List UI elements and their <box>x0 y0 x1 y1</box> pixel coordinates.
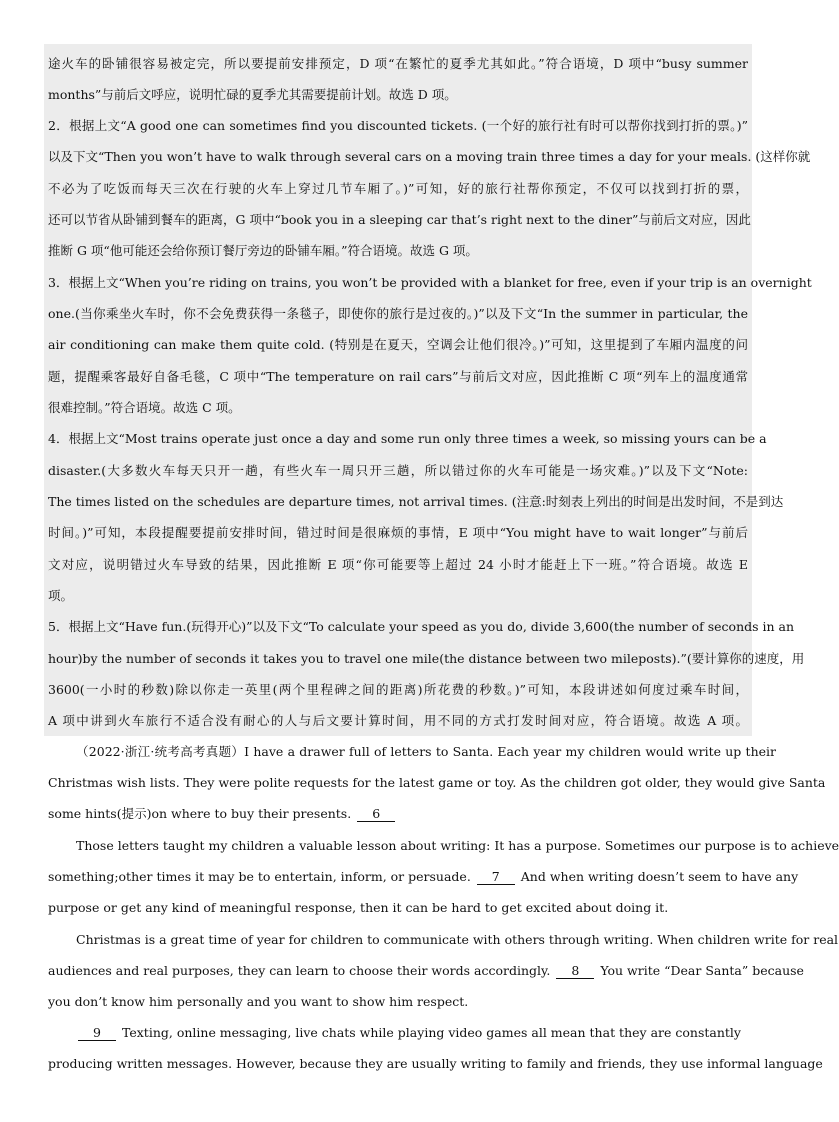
passage-line <box>48 805 748 823</box>
passage-line: producing written messages. However, because they are usually writing to family and friends, they use informal language <box>48 1056 823 1071</box>
explanation-line: The times listed on the schedules are departure times, not arrival times. (注意:时刻表上列出的时间是出发时间，不是到达 <box>48 494 784 509</box>
explanation-line: 项。 <box>48 588 74 603</box>
explanation-line: 时间。)”可知，本段提醒要提前安排时间，错过时间是很麻烦的事情，E 项中“You might have to wait longer”与前后 <box>48 525 748 540</box>
explanation-line: one.(当你乘坐火车时，你不会免费获得一条毯子，即使你的旅行是过夜的。)”以及下文“In the summer in particular, the <box>48 306 748 321</box>
passage-text: audiences and real purposes, they can learn to choose their words accordingly. <box>48 963 551 978</box>
passage-line <box>48 962 804 980</box>
explanation-line: 不必为了吃饭而每天三次在行驶的火车上穿过几节车厢了。)”可知，好的旅行社帮你预定，不仅可以找到打折的票， <box>48 181 748 196</box>
explanation-line: 4．根据上文“Most trains operate just once a day and some run only three times a week, so missing yours can be a <box>48 431 767 446</box>
explanation-box <box>44 44 812 736</box>
passage-text: And when writing doesn’t seem to have any <box>520 869 799 884</box>
explanation-line: 2．根据上文“A good one can sometimes find you discounted tickets. (一个好的旅行社有时可以帮你找到打折的票。)” <box>48 118 748 133</box>
explanation-line: months”与前后文呼应，说明忙碌的夏季尤其需要提前计划。故选 D 项。 <box>48 87 457 102</box>
passage-line: you don’t know him personally and you want to show him respect. <box>48 994 469 1009</box>
blank-8: 8 <box>556 964 594 979</box>
explanation-line: A 项中讲到火车旅行不适合没有耐心的人与后文要计算时间，用不同的方式打发时间对应，符合语境。故选 A 项。 <box>48 713 748 728</box>
passage-line <box>48 1024 776 1042</box>
passage-line <box>48 868 799 886</box>
explanation-line: 还可以节省从卧铺到餐车的距离，G 项中“book you in a sleeping car that’s right next to the diner”与前后文对应，因此 <box>48 212 751 227</box>
explanation-line: 3．根据上文“When you’re riding on trains, you won’t be provided with a blanket for free, even if your trip is an overnight <box>48 275 812 290</box>
passage-line: Christmas wish lists. They were polite requests for the latest game or toy. As the children got older, they would give Santa <box>48 775 826 790</box>
blank-9: 9 <box>78 1026 116 1041</box>
passage-line: （2022·浙江·统考高考真题）I have a drawer full of letters to Santa. Each year my children would write up their <box>76 744 776 759</box>
passage-text: You write “Dear Santa” because <box>600 963 804 978</box>
passage-line: Those letters taught my children a valuable lesson about writing: It has a purpose. Sometimes our purpose is to achieve <box>76 838 839 853</box>
blank-7: 7 <box>477 870 515 885</box>
explanation-line: 很难控制。”符合语境。故选 C 项。 <box>48 400 241 415</box>
explanation-line: disaster.(大多数火车每天只开一趟，有些火车一周只开三趟，所以错过你的火车可能是一场灾难。)”以及下文“Note: <box>48 463 748 478</box>
explanation-line: 题，提醒乘客最好自备毛毯，C 项中“The temperature on rail cars”与前后文对应，因此推断 C 项“列车上的温度通常 <box>48 369 748 384</box>
passage-text: something;other times it may be to entertain, inform, or persuade. <box>48 869 471 884</box>
explanation-line: hour)by the number of seconds it takes you to travel one mile(the distance between two mileposts).”(要计算你的速度，用 <box>48 651 805 666</box>
explanation-line: 5．根据上文“Have fun.(玩得开心)”以及下文“To calculate your speed as you do, divide 3,600(the number of seconds in an <box>48 619 795 634</box>
explanation-line: 3600(一小时的秒数)除以你走一英里(两个里程碑之间的距离)所花费的秒数。)”可知，本段讲述如何度过乘车时间， <box>48 682 748 697</box>
explanation-line: 文对应，说明错过火车导致的结果，因此推断 E 项“你可能要等上超过 24 小时才能赶上下一班。”符合语境。故选 E <box>48 557 748 572</box>
passage-text: Texting, online messaging, live chats while playing video games all mean that they are constantly <box>121 1025 741 1040</box>
blank-6: 6 <box>357 807 395 822</box>
explanation-line: 途火车的卧铺很容易被定完，所以要提前安排预定，D 项“在繁忙的夏季尤其如此。”符合语境，D 项中“busy summer <box>48 56 748 71</box>
explanation-line: 以及下文“Then you won’t have to walk through several cars on a moving train three times a day for your meals. (这样你就 <box>48 149 811 164</box>
passage-line: Christmas is a great time of year for children to communicate with others through writing. When children write for real <box>76 932 839 947</box>
explanation-line: 推断 G 项“他可能还会给你预订餐厅旁边的卧铺车厢。”符合语境。故选 G 项。 <box>48 243 478 258</box>
explanation-line: air conditioning can make them quite cold. (特别是在夏天，空调会让他们很冷。)”可知，这里提到了车厢内温度的问 <box>48 337 748 352</box>
passage-line: purpose or get any kind of meaningful response, then it can be hard to get excited about doing it. <box>48 900 669 915</box>
passage-text: some hints(提示)on where to buy their presents. <box>48 806 352 821</box>
